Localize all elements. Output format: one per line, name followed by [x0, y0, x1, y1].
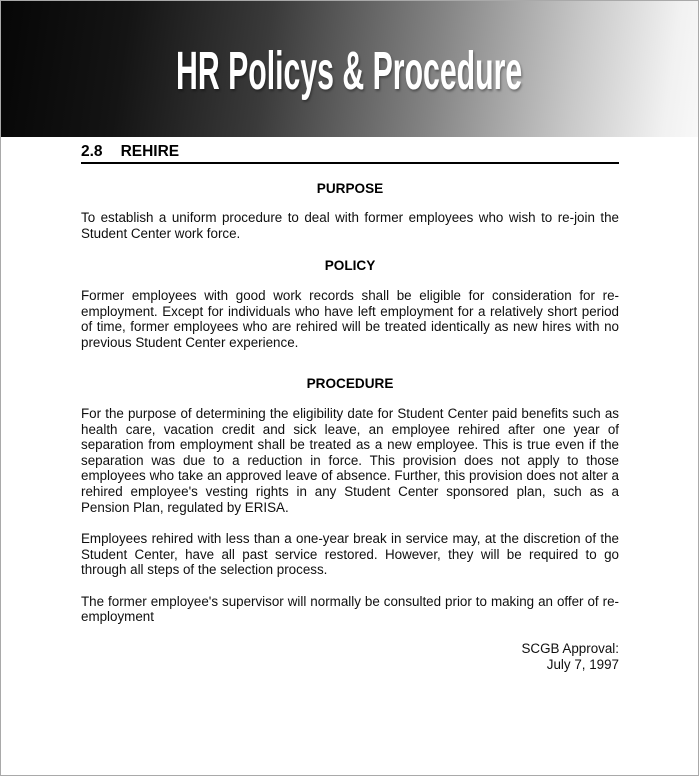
policy-paragraph: Former employees with good work records shall be eligible for consideration for re-employment. Except for individuals who have left employment for a relatively short period of time, former employees who are rehired will be treated identically as new hires with no previous Student Center experience.	[81, 287, 619, 350]
purpose-paragraph: To establish a uniform procedure to deal with former employees who wish to re-join the Student Center work force.	[81, 210, 619, 241]
approval-label: SCGB Approval:	[521, 641, 619, 657]
procedure-heading: PROCEDURE	[306, 376, 394, 392]
document-body	[1, 137, 698, 672]
purpose-heading: PURPOSE	[316, 180, 384, 196]
approval-date: July 7, 1997	[546, 656, 619, 672]
section-heading	[81, 144, 619, 164]
procedure-paragraph-1: For the purpose of determining the eligibility date for Student Center paid benefits such as health care, vacation credit and sick leave, an employee rehired after one year of separation from employment shall be treated as a new employee. This is true even if the separation was due to a reduction in force. This provision does not apply to those employees who take an approved leave of absence. Further, this provision does not alter a rehired employee's vesting rights in any Student Center sponsored plan, such as a Pension Plan, regulated by ERISA.	[81, 405, 619, 515]
section-title: REHIRE	[120, 143, 180, 160]
document-title: HR Policys & Procedure	[176, 41, 523, 101]
section-number: 2.8	[81, 143, 103, 160]
approval-block	[81, 641, 619, 672]
procedure-paragraph-3: The former employee's supervisor will normally be consulted prior to making an offer of re-employment	[81, 593, 619, 625]
policy-heading: POLICY	[324, 258, 376, 274]
document-header-banner	[1, 1, 698, 137]
procedure-paragraph-2: Employees rehired with less than a one-year break in service may, at the discretion of the Student Center, have all past service restored. However, they will be required to go through all steps of the selection process.	[81, 531, 619, 578]
